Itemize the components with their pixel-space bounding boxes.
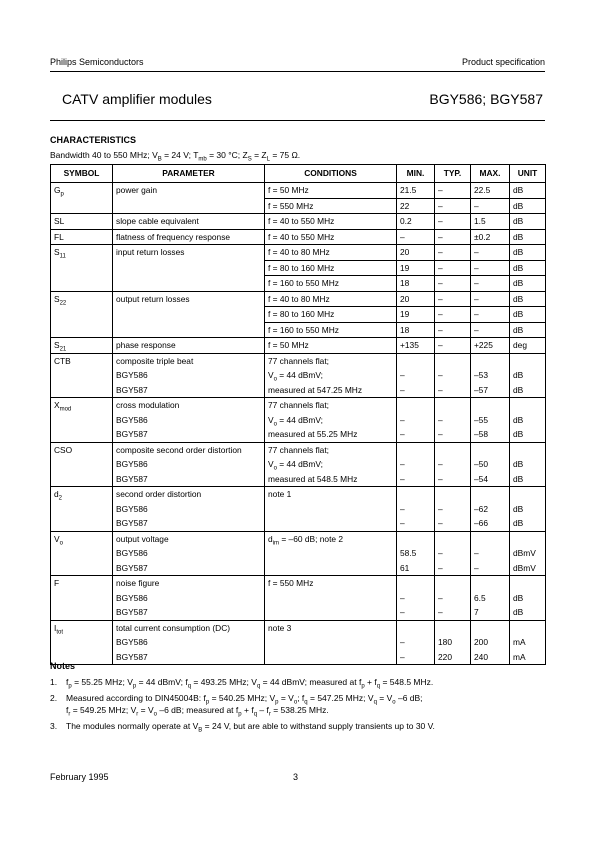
parameter-cell: total current consumption (DC) (113, 620, 265, 635)
variant-label: BGY586 (113, 368, 265, 383)
note-text (66, 692, 423, 716)
min-cell (397, 487, 435, 502)
symbol-cell: FL (51, 229, 113, 245)
conditions-cell (265, 576, 397, 621)
conditions-cell: f = 550 MHz (265, 198, 397, 214)
typ-cell: – (435, 245, 471, 261)
variant-label: BGY587 (113, 561, 265, 576)
variant-label: BGY587 (113, 516, 265, 531)
title-rule (50, 120, 545, 121)
col-header-unit: UNIT (510, 165, 546, 183)
min-cell: – (397, 516, 435, 531)
variant-label: BGY586 (113, 457, 265, 472)
typ-cell: – (435, 427, 471, 442)
min-cell: 22 (397, 198, 435, 214)
symbol-cell: $S_{11}$ (51, 245, 113, 292)
max-cell (471, 398, 510, 413)
parameter-cell: phase response (113, 338, 265, 354)
notes-title: Notes (50, 661, 76, 671)
max-cell (471, 531, 510, 546)
max-cell: –58 (471, 427, 510, 442)
conditions-cell: f = 50 MHz (265, 338, 397, 354)
parameter-cell: input return losses (113, 245, 265, 292)
max-cell: –53 (471, 368, 510, 383)
conditions-cell: f = 40 to 80 MHz (265, 291, 397, 307)
unit-cell (510, 487, 546, 502)
col-header-parameter: PARAMETER (113, 165, 265, 183)
max-cell: – (471, 198, 510, 214)
min-cell (397, 353, 435, 368)
conditions-cell: f = 80 to 160 MHz (265, 260, 397, 276)
max-cell: – (471, 260, 510, 276)
typ-cell: – (435, 457, 471, 472)
min-cell: – (397, 605, 435, 620)
max-cell: – (471, 546, 510, 561)
conditions-line: $V_o = 44$ dBmV; (268, 414, 323, 428)
unit-cell: dB (510, 276, 546, 292)
unit-cell (510, 442, 546, 457)
symbol-cell: CSO (51, 442, 113, 487)
unit-cell: mA (510, 635, 546, 650)
unit-cell: dB (510, 516, 546, 531)
variant-label: BGY586 (113, 591, 265, 606)
min-cell: – (397, 383, 435, 398)
conditions-cell (265, 531, 397, 576)
typ-cell: 220 (435, 650, 471, 665)
product-codes: BGY586; BGY587 (429, 91, 543, 107)
unit-cell: dB (510, 368, 546, 383)
min-cell: 58.5 (397, 546, 435, 561)
typ-cell: – (435, 276, 471, 292)
variant-label: BGY586 (113, 502, 265, 517)
table-row (51, 442, 546, 457)
symbol-cell: $G_p$ (51, 183, 113, 214)
max-cell (471, 487, 510, 502)
typ-cell: – (435, 546, 471, 561)
max-cell: –66 (471, 516, 510, 531)
min-cell: – (397, 413, 435, 428)
typ-cell: – (435, 368, 471, 383)
parameter-cell: output return losses (113, 291, 265, 338)
table-row (51, 620, 546, 635)
min-cell (397, 576, 435, 591)
typ-cell: – (435, 561, 471, 576)
parameter-cell: composite triple beat (113, 353, 265, 368)
typ-cell (435, 620, 471, 635)
note-item (50, 692, 423, 716)
symbol-cell: $S_{21}$ (51, 338, 113, 354)
symbol-cell: $I_{tot}$ (51, 620, 113, 665)
max-cell: –55 (471, 413, 510, 428)
typ-cell: – (435, 516, 471, 531)
col-header-min: MIN. (397, 165, 435, 183)
section-heading: CHARACTERISTICS (50, 135, 137, 145)
typ-cell (435, 353, 471, 368)
typ-cell: – (435, 198, 471, 214)
table-row (51, 398, 546, 413)
min-cell: 18 (397, 322, 435, 338)
min-cell (397, 398, 435, 413)
parameter-cell: cross modulation (113, 398, 265, 413)
typ-cell: – (435, 413, 471, 428)
unit-cell: dB (510, 413, 546, 428)
typ-cell: – (435, 291, 471, 307)
max-cell: 1.5 (471, 214, 510, 230)
conditions-cell (265, 353, 397, 398)
max-cell: –57 (471, 383, 510, 398)
unit-cell (510, 576, 546, 591)
typ-cell: – (435, 502, 471, 517)
conditions-line: $d_{im} = -60$ dB; note 2 (268, 533, 344, 547)
unit-cell: dB (510, 472, 546, 487)
symbol-cell: F (51, 576, 113, 621)
variant-label: BGY586 (113, 546, 265, 561)
min-cell: +135 (397, 338, 435, 354)
conditions-cell: f = 160 to 550 MHz (265, 276, 397, 292)
conditions-line: measured at 547.25 MHz (268, 384, 363, 395)
min-cell: 20 (397, 245, 435, 261)
unit-cell: dB (510, 457, 546, 472)
conditions-cell: f = 40 to 80 MHz (265, 245, 397, 261)
max-cell: –50 (471, 457, 510, 472)
note-line: The modules normally operate at $V_B = 24$ V, but are able to withstand supply transients up to 30 V. (66, 721, 435, 734)
parameter-cell: composite second order distortion (113, 442, 265, 457)
col-header-conditions: CONDITIONS (265, 165, 397, 183)
table-header-row (51, 165, 546, 183)
variant-label: BGY587 (113, 650, 265, 665)
typ-cell: – (435, 322, 471, 338)
min-cell: – (397, 472, 435, 487)
parameter-cell: flatness of frequency response (113, 229, 265, 245)
conditions-line: $V_o = 44$ dBmV; (268, 370, 323, 383)
min-cell: 0.2 (397, 214, 435, 230)
conditions-line: note 3 (268, 622, 292, 633)
note-text (66, 676, 433, 688)
unit-cell: dBmV (510, 561, 546, 576)
max-cell: –62 (471, 502, 510, 517)
variant-label: BGY587 (113, 472, 265, 487)
conditions-line: 77 channels flat; (268, 400, 329, 410)
symbol-cell: $S_{22}$ (51, 291, 113, 338)
min-cell: – (397, 635, 435, 650)
max-cell: 240 (471, 650, 510, 665)
note-text (66, 720, 435, 732)
unit-cell: dB (510, 214, 546, 230)
note-line: $f_p = 55.25$ MHz; $V_p = 44$ dBmV; $f_q = 493.25$ MHz; $V_q = 44$ dBmV; measured at $f_p + f_q = 548.5$ MHz. (66, 677, 434, 690)
unit-cell (510, 531, 546, 546)
min-cell: – (397, 368, 435, 383)
parameter-cell: slope cable equivalent (113, 214, 265, 230)
unit-cell: dB (510, 183, 546, 199)
variant-label: BGY587 (113, 383, 265, 398)
table-row (51, 487, 546, 502)
max-cell (471, 620, 510, 635)
unit-cell (510, 353, 546, 368)
note-number: 2. (50, 693, 58, 703)
min-cell: – (397, 591, 435, 606)
parameter-cell: noise figure (113, 576, 265, 591)
note-item (50, 720, 435, 732)
max-cell: 7 (471, 605, 510, 620)
conditions-line: 77 channels flat; (268, 355, 329, 366)
max-cell: –54 (471, 472, 510, 487)
parameter-cell: power gain (113, 183, 265, 214)
min-cell: 19 (397, 307, 435, 323)
typ-cell: – (435, 605, 471, 620)
unit-cell: dB (510, 605, 546, 620)
max-cell (471, 442, 510, 457)
max-cell: 6.5 (471, 591, 510, 606)
max-cell (471, 353, 510, 368)
min-cell (397, 531, 435, 546)
min-cell: 19 (397, 260, 435, 276)
max-cell: – (471, 561, 510, 576)
col-header-symbol: SYMBOL (51, 165, 113, 183)
conditions-line: f = 550 MHz (268, 578, 314, 588)
typ-cell: – (435, 338, 471, 354)
conditions-line: note 1 (268, 489, 292, 499)
max-cell: – (471, 291, 510, 307)
col-header-typ: TYP. (435, 165, 471, 183)
typ-cell (435, 442, 471, 457)
max-cell: – (471, 307, 510, 323)
typ-cell (435, 487, 471, 502)
table-row (51, 229, 546, 245)
unit-cell: dBmV (510, 546, 546, 561)
typ-cell: – (435, 260, 471, 276)
min-cell: – (397, 457, 435, 472)
symbol-cell: $V_o$ (51, 531, 113, 576)
unit-cell: dB (510, 591, 546, 606)
max-cell: +225 (471, 338, 510, 354)
table-row (51, 214, 546, 230)
symbol-cell: $X_{mod}$ (51, 398, 113, 443)
max-cell: – (471, 322, 510, 338)
table-row (51, 291, 546, 307)
footer-date: February 1995 (50, 772, 109, 782)
unit-cell: dB (510, 502, 546, 517)
unit-cell: deg (510, 338, 546, 354)
max-cell: – (471, 245, 510, 261)
unit-cell: dB (510, 198, 546, 214)
conditions-line: 77 channels flat; (268, 444, 329, 455)
unit-cell: dB (510, 229, 546, 245)
max-cell: 200 (471, 635, 510, 650)
note-number: 1. (50, 677, 58, 687)
unit-cell: mA (510, 650, 546, 665)
unit-cell: dB (510, 322, 546, 338)
unit-cell: dB (510, 383, 546, 398)
min-cell: – (397, 502, 435, 517)
note-line: $f_r = 549.25$ MHz; $V_r = V_o$ –6 dB; measured at $f_p + f_q - f_r = 538.25$ MHz. (66, 705, 329, 718)
symbol-cell: CTB (51, 353, 113, 398)
min-cell: 20 (397, 291, 435, 307)
table-row (51, 338, 546, 354)
conditions-cell: f = 50 MHz (265, 183, 397, 199)
typ-cell (435, 398, 471, 413)
conditions-cell: f = 40 to 550 MHz (265, 229, 397, 245)
note-number: 3. (50, 721, 58, 731)
conditions-cell (265, 442, 397, 487)
parameter-cell: second order distortion (113, 487, 265, 502)
max-cell (471, 576, 510, 591)
min-cell (397, 442, 435, 457)
conditions-cell: f = 40 to 550 MHz (265, 214, 397, 230)
unit-cell (510, 620, 546, 635)
characteristics-table (50, 164, 546, 665)
min-cell: – (397, 427, 435, 442)
conditions-cell (265, 620, 397, 665)
conditions-line: measured at 55.25 MHz (268, 429, 358, 439)
conditions-cell (265, 487, 397, 532)
min-cell (397, 620, 435, 635)
unit-cell: dB (510, 260, 546, 276)
variant-label: BGY587 (113, 427, 265, 442)
min-cell: 21.5 (397, 183, 435, 199)
typ-cell: – (435, 183, 471, 199)
table-row (51, 531, 546, 546)
conditions-line: measured at 548.5 MHz (268, 473, 358, 484)
table-row (51, 183, 546, 199)
variant-label: BGY586 (113, 413, 265, 428)
max-cell: ±0.2 (471, 229, 510, 245)
table-row (51, 353, 546, 368)
unit-cell: dB (510, 427, 546, 442)
symbol-cell: $d_2$ (51, 487, 113, 532)
note-line: Measured according to DIN45004B: $f_p = 540.25$ MHz; $V_p = V_o$; $f_q = 547.25$ MHz; $V_q = V_o$ –6 dB; (66, 693, 423, 706)
document-type: Product specification (461, 57, 545, 67)
table-row (51, 245, 546, 261)
header-rule (50, 71, 545, 72)
max-cell: 22.5 (471, 183, 510, 199)
conditions-cell (265, 398, 397, 443)
unit-cell: dB (510, 307, 546, 323)
typ-cell: – (435, 383, 471, 398)
parameter-cell: output voltage (113, 531, 265, 546)
min-cell: 61 (397, 561, 435, 576)
typ-cell: – (435, 229, 471, 245)
conditions-line: $V_o = 44$ dBmV; (268, 459, 323, 472)
unit-cell: dB (510, 291, 546, 307)
typ-cell: – (435, 472, 471, 487)
typ-cell: – (435, 591, 471, 606)
min-cell: 18 (397, 276, 435, 292)
unit-cell: dB (510, 245, 546, 261)
variant-label: BGY586 (113, 635, 265, 650)
section-subtitle: Bandwidth 40 to 550 MHz; $V_B = 24$ V; $T_{mb} = 30$ °C; $Z_S = Z_L = 75$ Ω. (50, 150, 301, 163)
typ-cell (435, 576, 471, 591)
typ-cell (435, 531, 471, 546)
page-title: CATV amplifier modules (62, 91, 212, 107)
unit-cell (510, 398, 546, 413)
max-cell: – (471, 276, 510, 292)
note-item (50, 676, 433, 688)
col-header-max: MAX. (471, 165, 510, 183)
company-name: Philips Semiconductors (50, 57, 144, 67)
symbol-cell: SL (51, 214, 113, 230)
typ-cell: – (435, 307, 471, 323)
variant-label: BGY587 (113, 605, 265, 620)
conditions-cell: f = 80 to 160 MHz (265, 307, 397, 323)
min-cell: – (397, 650, 435, 665)
table-row (51, 576, 546, 591)
typ-cell: – (435, 214, 471, 230)
page-number: 3 (293, 772, 299, 782)
typ-cell: 180 (435, 635, 471, 650)
min-cell: – (397, 229, 435, 245)
conditions-cell: f = 160 to 550 MHz (265, 322, 397, 338)
